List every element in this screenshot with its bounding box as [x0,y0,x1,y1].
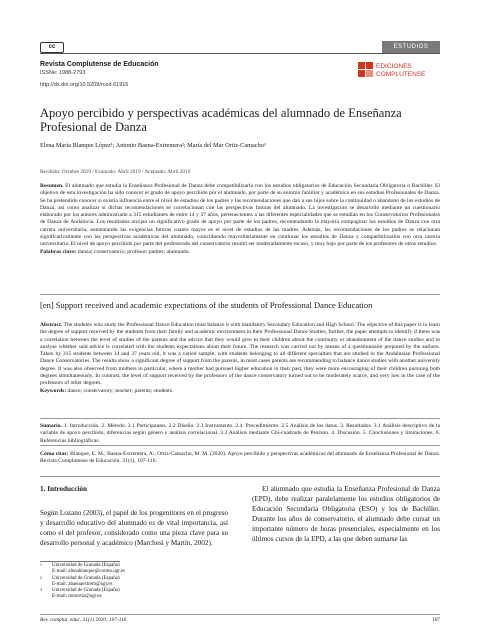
footnote-email[interactable]: E-mail: abaenaextrem@ugr.es [52,581,113,587]
body-right-column [252,484,440,544]
page-number: 107 [432,617,440,623]
footnote [40,576,228,589]
footnote [40,588,228,601]
body-paragraph: El alumnado que estudia la Enseñanza Profesional de Danza (EPD), debe realizar paralelamente los estudios obligatorios de Educación Secundaria Obligatoria (ESO) y los de Bachiller. Durante los años de conservatorio, el alumnado debe cursar un importante número de horas presenciales, especialmente en los últimos cursos de la EPD, a las que deben sumarse las [252,485,440,543]
footnote-affiliation: Universidad de Granada (España) [52,588,120,594]
body-left-column [40,484,228,548]
footer-journal-ref: Rev. complut. educ. 31(1) 2020: 107-116 [40,617,127,623]
citation [40,451,440,466]
journal-issn: ISSNe: 1988-2793 [40,70,86,76]
footnotes [40,563,228,601]
abstract-es-text: El alumnado que estudia la Enseñanza Profesional de Danza debe compatibilizarla con los estudios obligatorios de Educación Secundaria Obligatoria o Bachiller. El objetivo de esta investigación ha sido conocer el grado de apoyo percibido por el alumnado, por parte de su entorno familiar y académico en sus estudios Profesionales de Danza. Se ha pretendido conocer si existía influencia entre el nivel de estudios de los padres y las recomendaciones que dan a sus hijos sobre la continuidad o abandono de los estudios de Danza, así como analizar si dichas recomendaciones se correlacionan con las perspectivas futuras del alumnado. La investigación se desarrolló mediante un cuestionario elaborado por los autores administrado a 315 estudiantes de entre 14 y 37 años, pertenecientes a las diferentes especialidades que se estudian en los Conservatorios Profesionales de Danza de Andalucía. Los resultados arrojan un significativo grado de apoyo por parte de los padres, recomendando la mayoría compaginar los estudios de Danza con otra carrera universitaria, aumentando las exigencias futuras cuanto mayor es el nivel de estudios de las madres. Además, las recomendaciones de los padres se relacionan significativamente con las perspectivas académicas del alumnado, coincidiendo mayoritariamente en continuar los estudios de Danza y compatibilizarlos con otra carrera universitaria. El nivel de apoyo percibido por parte del profesorado del conservatorio resultó ser moderadamente escaso, y muy bajo por parte de los profesores de otros estudios. [40,183,440,248]
publisher-name-line1: EDICIONES [376,63,412,70]
article-authors: Elena María Blanque López¹; Antonio Baena-Extremera²; María del Mar Ortiz-Camacho³ [40,142,266,149]
abstract-en-label: Abstract. [40,322,63,328]
divider [40,418,440,419]
divider [40,445,440,446]
citation-label: Cómo citar: [40,451,69,457]
footnote-email[interactable]: E-mail: mmortiz@ugr.es [52,594,102,600]
abstract-en-text: The students who study the Professional Dance Education must balance it with mandatory Secondary Education and High School. The objective of this paper is to learn the degree of support received by the students from their family and academic environment in their Professional Dance Studies, further, the paper attempts to identify if there was a correlation between the level of studies of the parents and the advice that they would give to their children about the continuity or abandonment of the dance studies and to analyse whether said advice is correlated with the students expectations about their future. The research was carried out by means of a questionnaire prepared by the authors. Taken by 315 students between 14 and 37 years old, it was a varied sample, with students belonging to all different specialties that are studied in the Andalusian Professional Dance Conservatories. The results show a significant degree of support from the parents, in most cases parents are recommending to balance dance studies with another university degree. It was also observed from mothers in particular, where a mother had pursued higher education in their past, they were more encouraging of their children pursuing both degrees simultaneously. In contrast, the level of support received by the professors of the dance conservatory turned out to be moderately scarce, and very low in the case of the professors of other degrees. [40,322,440,387]
keywords-en: dance; conservatory; teacher; parents; students. [67,387,174,394]
footnote-affiliation: Universidad de Granada (España) [52,563,120,568]
footnote-number: 2 [40,574,42,580]
footnote-number: 1 [40,562,42,567]
keywords-es-label: Palabras clave: [40,248,77,255]
divider [40,294,440,295]
header-rule [40,53,440,54]
summary-label: Sumario. [40,423,62,429]
footer-rule [40,614,440,615]
journal-name: Revista Complutense de Educación [40,61,159,68]
abstract-spanish [40,183,440,256]
footnote-affiliation: Universidad de Granada (España) [52,575,120,581]
publisher-name-line2: COMPLUTENSE [376,71,426,78]
journal-info [40,61,159,88]
divider [40,476,440,477]
footnote-rule [40,561,120,562]
creative-commons-badge: cc [40,42,64,53]
keywords-en-label: Keywords: [40,387,67,394]
section-label: ESTUDIOS [382,41,440,53]
section-heading: 1. Introducción [40,485,87,493]
footnote-number: 3 [40,587,42,593]
english-title: [en] Support received and academic expectations of the students of Professional Dance Education [40,300,373,310]
publisher-logo-icon [358,62,373,77]
abstract-english [40,322,440,395]
table-of-contents [40,423,440,445]
body-paragraph: Según Lozano (2003), el papel de los progenitores en el progreso y desarrollo educativo del alumnado es de vital importancia, así como el del profesor, considerado como una pieza clave para su desarrollo personal y académico (Marchesi y Martín, 2002). [40,509,228,547]
article-dates: Recibido: Octubre 2019 / Evaluado: Abril 2019 / Aceptado: Abril 2019 [40,169,191,175]
keywords-es: danza; conservatorio; profesor; padres; alumnado. [77,248,190,255]
footnote-email[interactable]: E-mail: elenablanque@correo.ugr.es [52,569,126,575]
abstract-es-label: Resumen. [40,183,64,189]
article-title: Apoyo percibido y perspectivas académicas del alumnado de Enseñanza Profesional de Danza [40,106,402,134]
citation-text: Blanque, E. M.; Baena-Extremera, A.; Ortiz-Camacho, M. M. (2020). Apoyo percibido y perspectivas académicas del alumnado de Enseñanza Profesional de Danza. Revista Complutense de Educación, 31(1), 107-116. [40,451,440,465]
summary-text: 1. Introducción. 2. Método. 2.1 Participantes. 2.2 Diseño. 2.3 Instrumento. 2.4. Procedimiento. 2.5 Análisis de los datos. 3. Resultados. 3.1 Análisis descriptivo de la variable de apoyo percibido, diferencias según género y análisis correlacional. 3.2 Análisis mediante Chi-cuadrado de Pearson. 4. Discusión. 5. Conclusiones y limitaciones. 6. Referencias bibliográficas. [40,423,440,444]
article-doi[interactable]: http://dx.doi.org/10.5209/rced.61915 [40,82,129,88]
footnote [40,563,228,576]
